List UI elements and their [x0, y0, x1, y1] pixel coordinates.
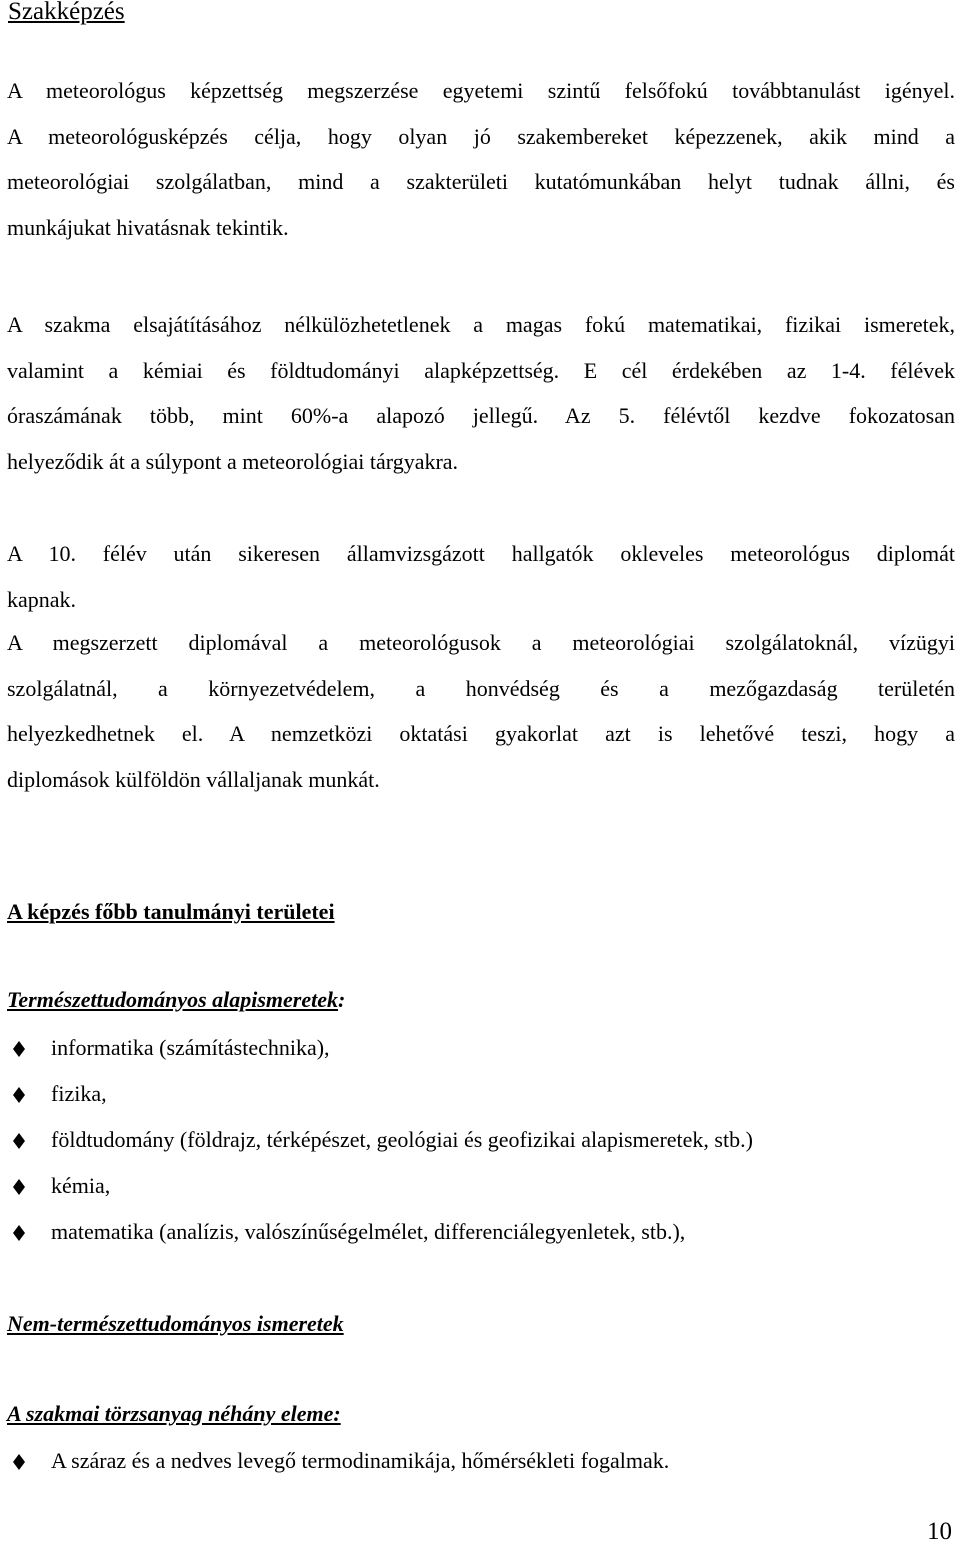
paragraph-line: valamint a kémiai és földtudományi alapképzettség. E cél érdekében az 1-4. félévek	[7, 357, 955, 383]
paragraph-line: óraszámának több, mint 60%-a alapozó jellegű. Az 5. félévtől kezdve fokozatosan	[7, 403, 955, 428]
paragraph-line: diplomások külföldön vállaljanak munkát.	[7, 766, 380, 792]
list-item	[0, 1126, 960, 1172]
core-subjects-heading: A szakmai törzsanyag néhány eleme:	[7, 1401, 341, 1426]
diamond-bullet-icon	[10, 1086, 28, 1104]
diamond-bullet-icon	[10, 1453, 28, 1471]
section-heading: A képzés főbb tanulmányi területei	[7, 899, 335, 924]
list-item	[0, 1218, 960, 1264]
natural-sciences-heading-colon: :	[338, 987, 346, 1012]
natural-sciences-heading	[7, 986, 345, 1014]
paragraph-line: A 10. félév után sikeresen államvizsgázott hallgatók okleveles meteorológus diplomát	[7, 541, 955, 566]
paragraph-line: munkájukat hivatásnak tekintik.	[7, 214, 289, 240]
core-subjects-list	[0, 1447, 960, 1493]
list-item	[0, 1447, 960, 1493]
diamond-bullet-icon	[10, 1224, 28, 1242]
list-item-text: matematika (analízis, valószínűségelmélet, differenciálegyenletek, stb.),	[51, 1219, 686, 1244]
paragraph-line: meteorológiai szolgálatban, mind a szakterületi kutatómunkában helyt tudnak állni, és	[7, 169, 955, 194]
list-item-text: A száraz és a nedves levegő termodinamikája, hőmérsékleti fogalmak.	[51, 1448, 670, 1473]
list-item-text: kémia,	[51, 1173, 111, 1198]
list-item-text: fizika,	[51, 1081, 107, 1106]
diamond-bullet-icon	[10, 1132, 28, 1150]
paragraph-diploma	[7, 531, 955, 622]
paragraph-line: szolgálatnál, a környezetvédelem, a honvédség és a mezőgazdaság területén	[7, 675, 955, 701]
list-item-text: informatika (számítástechnika),	[51, 1035, 330, 1060]
paragraph-careers	[7, 620, 955, 802]
paragraph-intro	[7, 68, 955, 250]
paragraph-line: A megszerzett diplomával a meteorológusok a meteorológiai szolgálatoknál, vízügyi	[7, 630, 955, 655]
list-item	[0, 1034, 960, 1080]
natural-sciences-heading-text: Természettudományos alapismeretek	[7, 987, 339, 1012]
page-title: Szakképzés	[8, 0, 125, 25]
natural-sciences-list	[0, 1034, 960, 1264]
paragraph-line: helyezkedhetnek el. A nemzetközi oktatási gyakorlat azt is lehetővé teszi, hogy a	[7, 721, 955, 746]
page-number: 10	[927, 1518, 952, 1545]
paragraph-line: A meteorológus képzettség megszerzése egyetemi szintű felsőfokú továbbtanulást igényel.	[7, 78, 955, 103]
paragraph-line: kapnak.	[7, 586, 77, 612]
list-item	[0, 1080, 960, 1126]
diamond-bullet-icon	[10, 1040, 28, 1058]
paragraph-line: A szakma elsajátításához nélkülözhetetlenek a magas fokú matematikai, fizikai ismeretek,	[7, 312, 955, 337]
list-item	[0, 1172, 960, 1218]
paragraph-line: helyeződik át a súlypont a meteorológiai tárgyakra.	[7, 448, 459, 474]
diamond-bullet-icon	[10, 1178, 28, 1196]
paragraph-requirements	[7, 302, 955, 484]
list-item-text: földtudomány (földrajz, térképészet, geológiai és geofizikai alapismeretek, stb.)	[51, 1127, 753, 1152]
non-natural-sciences-heading: Nem-természettudományos ismeretek	[7, 1311, 344, 1336]
paragraph-line: A meteorológusképzés célja, hogy olyan jó szakembereket képezzenek, akik mind a	[7, 123, 955, 149]
